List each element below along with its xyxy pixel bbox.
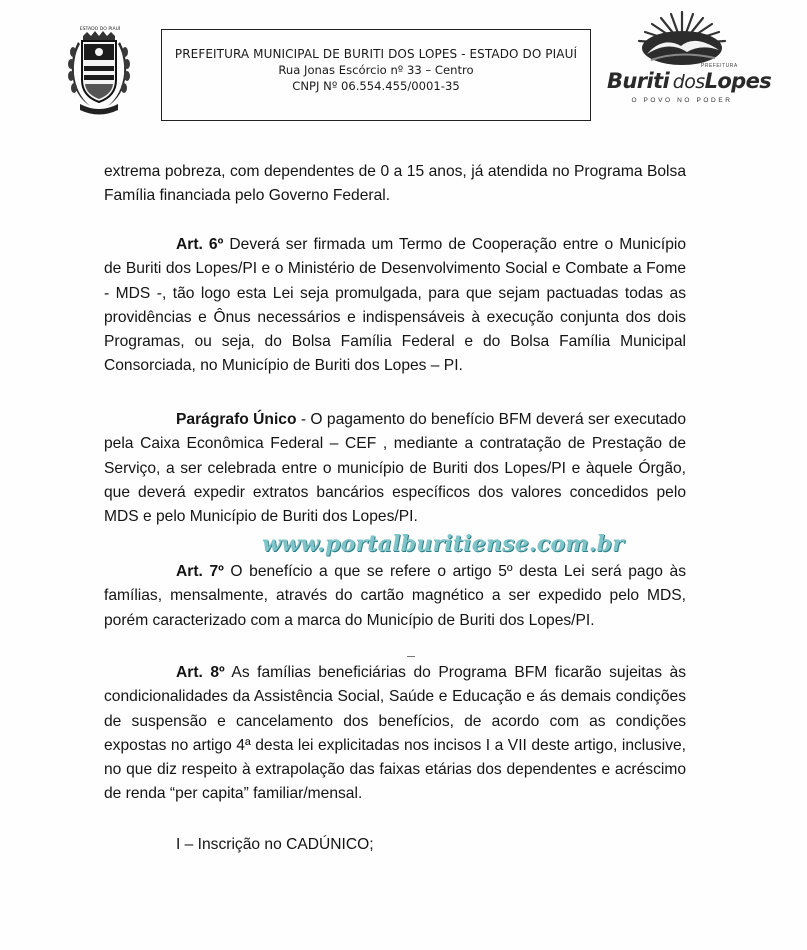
sole-paragraph-text: - O pagamento do benefício BFM deverá ser executado pela Caixa Econômica Federal – CEF , mediante a contratação de Prestação de Serviço, a ser celebrada entre o município de Buriti dos Lopes/PI e àquele Órgão, que deverá expedir extratos bancários específicos dos valores concedidos pelo MDS e pelo Município de Buriti dos Lopes/PI. — [104, 411, 686, 526]
logo-name-light: dos — [672, 71, 705, 93]
article-8-label: Art. 8º — [176, 664, 225, 681]
logo-slogan: O POVO NO PODER — [631, 97, 733, 104]
website-watermark: www.portalburitiense.com.br — [262, 531, 624, 557]
article-7-label: Art. 7º — [176, 563, 224, 580]
article-6-label: Art. 6º — [176, 236, 224, 253]
sole-paragraph — [104, 408, 686, 529]
coat-of-arms-icon — [62, 22, 134, 122]
logo-name-bold: Buriti — [607, 69, 670, 93]
logo-wordmark — [607, 69, 772, 93]
paragraph-continuation: extrema pobreza, com dependentes de 0 a 15 anos, já atendida no Programa Bolsa Família financiada pelo Governo Federal. — [104, 163, 686, 205]
article-8 — [104, 661, 686, 807]
logo-small-text: PREFEITURA — [701, 63, 738, 69]
article-7 — [104, 560, 686, 633]
article-6 — [104, 233, 686, 379]
letterhead-title: PREFEITURA MUNICIPAL DE BURITI DOS LOPES - ESTADO DO PIAUÍ — [174, 47, 578, 61]
list-item-i: I – Inscrição no CADÚNICO; — [176, 836, 374, 853]
municipality-logo — [607, 10, 772, 110]
logo-name-end: Lopes — [704, 69, 772, 93]
sun-logo-icon — [629, 10, 735, 68]
article-8-text: As famílias beneficiárias do Programa BFM ficarão sujeitas às condicionalidades da Assistência Social, Saúde e Educação e ás demais condições de suspensão e cancelamento dos benefícios, de acordo com as condições expostas no artigo 4ª desta lei explicitadas nos incisos I a VII deste artigo, inclusive, no que diz respeito à extrapolação das faixas etárias dos dependentes e acréscimo de renda “per capita” familiar/mensal. — [104, 664, 686, 803]
letterhead-box — [161, 29, 591, 121]
sole-paragraph-label: Parágrafo Único — [176, 411, 297, 428]
letterhead-cnpj: CNPJ Nº 06.554.455/0001-35 — [292, 79, 460, 93]
letterhead-address: Rua Jonas Escórcio nº 33 – Centro — [278, 63, 474, 77]
coat-caption: ESTADO DO PIAUÍ — [79, 27, 121, 32]
scan-mark — [407, 656, 415, 657]
article-6-text: Deverá ser firmada um Termo de Cooperação entre o Município de Buriti dos Lopes/PI e o Ministério de Desenvolvimento Social e Combate a Fome - MDS -, tão logo esta Lei seja promulgada, para que sejam pactuadas todas as providências e Ônus necessários e indispensáveis à execução conjunta dos dois Programas, ou seja, do Bolsa Família Federal e do Bolsa Família Municipal Consorciada, no Município de Buriti dos Lopes – PI. — [104, 236, 686, 375]
article-7-text: O benefício a que se refere o artigo 5º desta Lei será pago às famílias, mensalmente, através do cartão magnético a ser expedido pelo MDS, porém caracterizado com a marca do Município de Buriti dos Lopes/PI. — [104, 563, 686, 629]
